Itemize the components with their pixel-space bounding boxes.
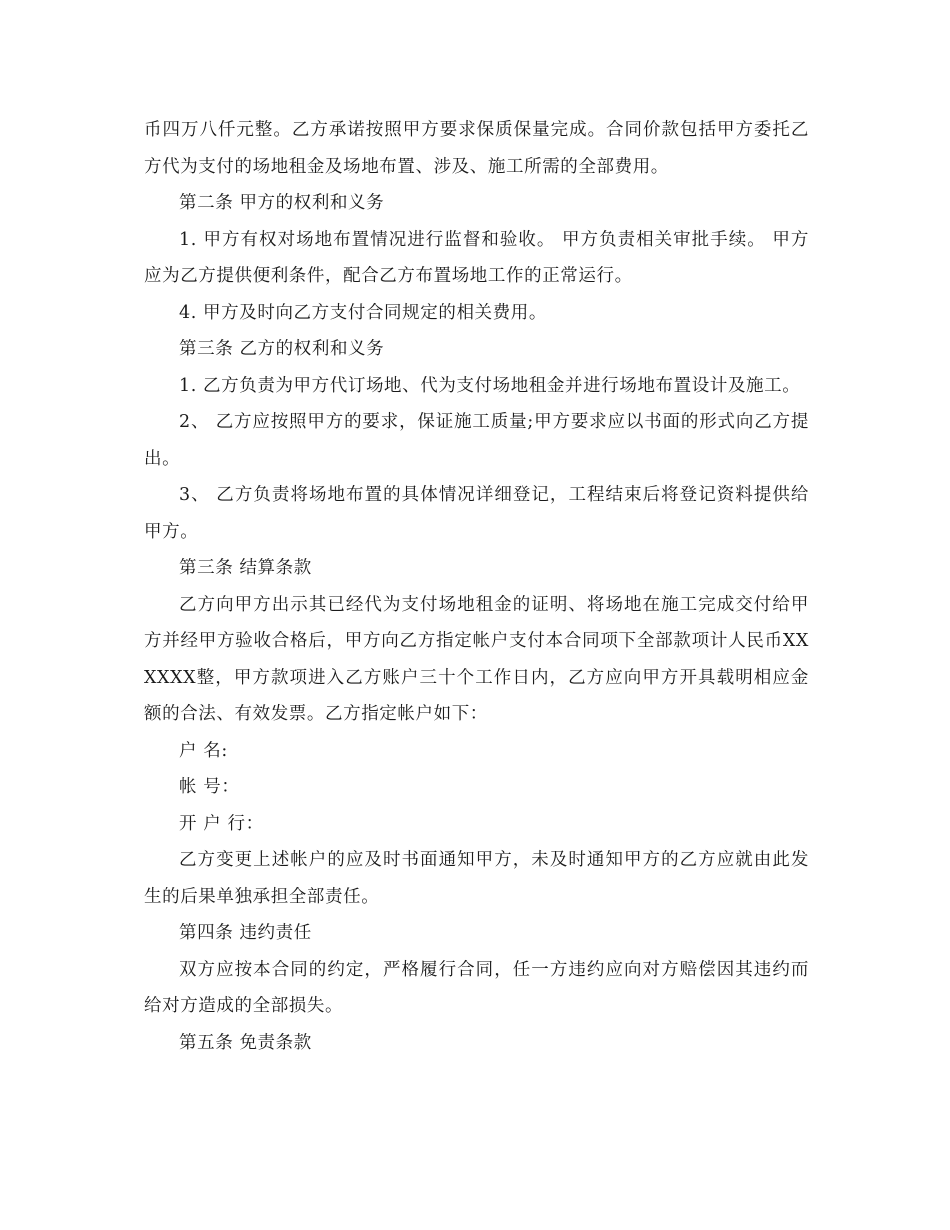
heading-article-3-party-b: 第三条 乙方的权利和义务 <box>179 339 385 359</box>
heading-article-2: 第二条 甲方的权利和义务 <box>179 193 385 213</box>
document-body <box>144 112 809 1061</box>
account-number-line: 帐 号： <box>179 777 240 797</box>
paragraph-breach: 双方应按本合同的约定，严格履行合同，任一方违约应向对方赔偿因其违约而给对方造成的全部损失。 <box>144 959 809 1016</box>
paragraph-party-b-item-1: 1. 乙方负责为甲方代订场地、代为支付场地租金并进行场地布置设计及施工。 <box>179 375 801 396</box>
paragraph-party-b-item-3: 3、 乙方负责将场地布置的具体情况详细登记，工程结束后将登记资料提供给甲方。 <box>144 485 809 542</box>
heading-article-4: 第四条 违约责任 <box>179 923 312 943</box>
paragraph-price-continuation: 币四万八仟元整。乙方承诺按照甲方要求保质保量完成。合同价款包括甲方委托乙方代为支付的场地租金及场地布置、涉及、施工所需的全部费用。 <box>144 120 809 177</box>
account-bank-line: 开 户 行： <box>179 813 264 834</box>
paragraph-party-a-item-1: 1. 甲方有权对场地布置情况进行监督和验收。 甲方负责相关审批手续。 甲方应为乙方提供便利条件，配合乙方布置场地工作的正常运行。 <box>144 229 809 286</box>
heading-article-3-settlement: 第三条 结算条款 <box>179 558 312 578</box>
paragraph-party-a-item-4: 4. 甲方及时向乙方支付合同规定的相关费用。 <box>179 302 547 323</box>
paragraph-settlement: 乙方向甲方出示其已经代为支付场地租金的证明、将场地在施工完成交付给甲方并经甲方验收合格后，甲方向乙方指定帐户支付本合同项下全部款项计人民币XXXXXX整，甲方款项进入乙方账户三十个工作日内，乙方应向甲方开具载明相应金额的合法、有效发票。乙方指定帐户如下： <box>144 594 809 724</box>
account-name-line: 户 名: <box>179 740 228 761</box>
paragraph-party-b-item-2: 2、 乙方应按照甲方的要求，保证施工质量;甲方要求应以书面的形式向乙方提出。 <box>144 412 809 469</box>
paragraph-account-change: 乙方变更上述帐户的应及时书面通知甲方，未及时通知甲方的乙方应就由此发生的后果单独承担全部责任。 <box>144 850 809 907</box>
heading-article-5: 第五条 免责条款 <box>179 1032 312 1053</box>
